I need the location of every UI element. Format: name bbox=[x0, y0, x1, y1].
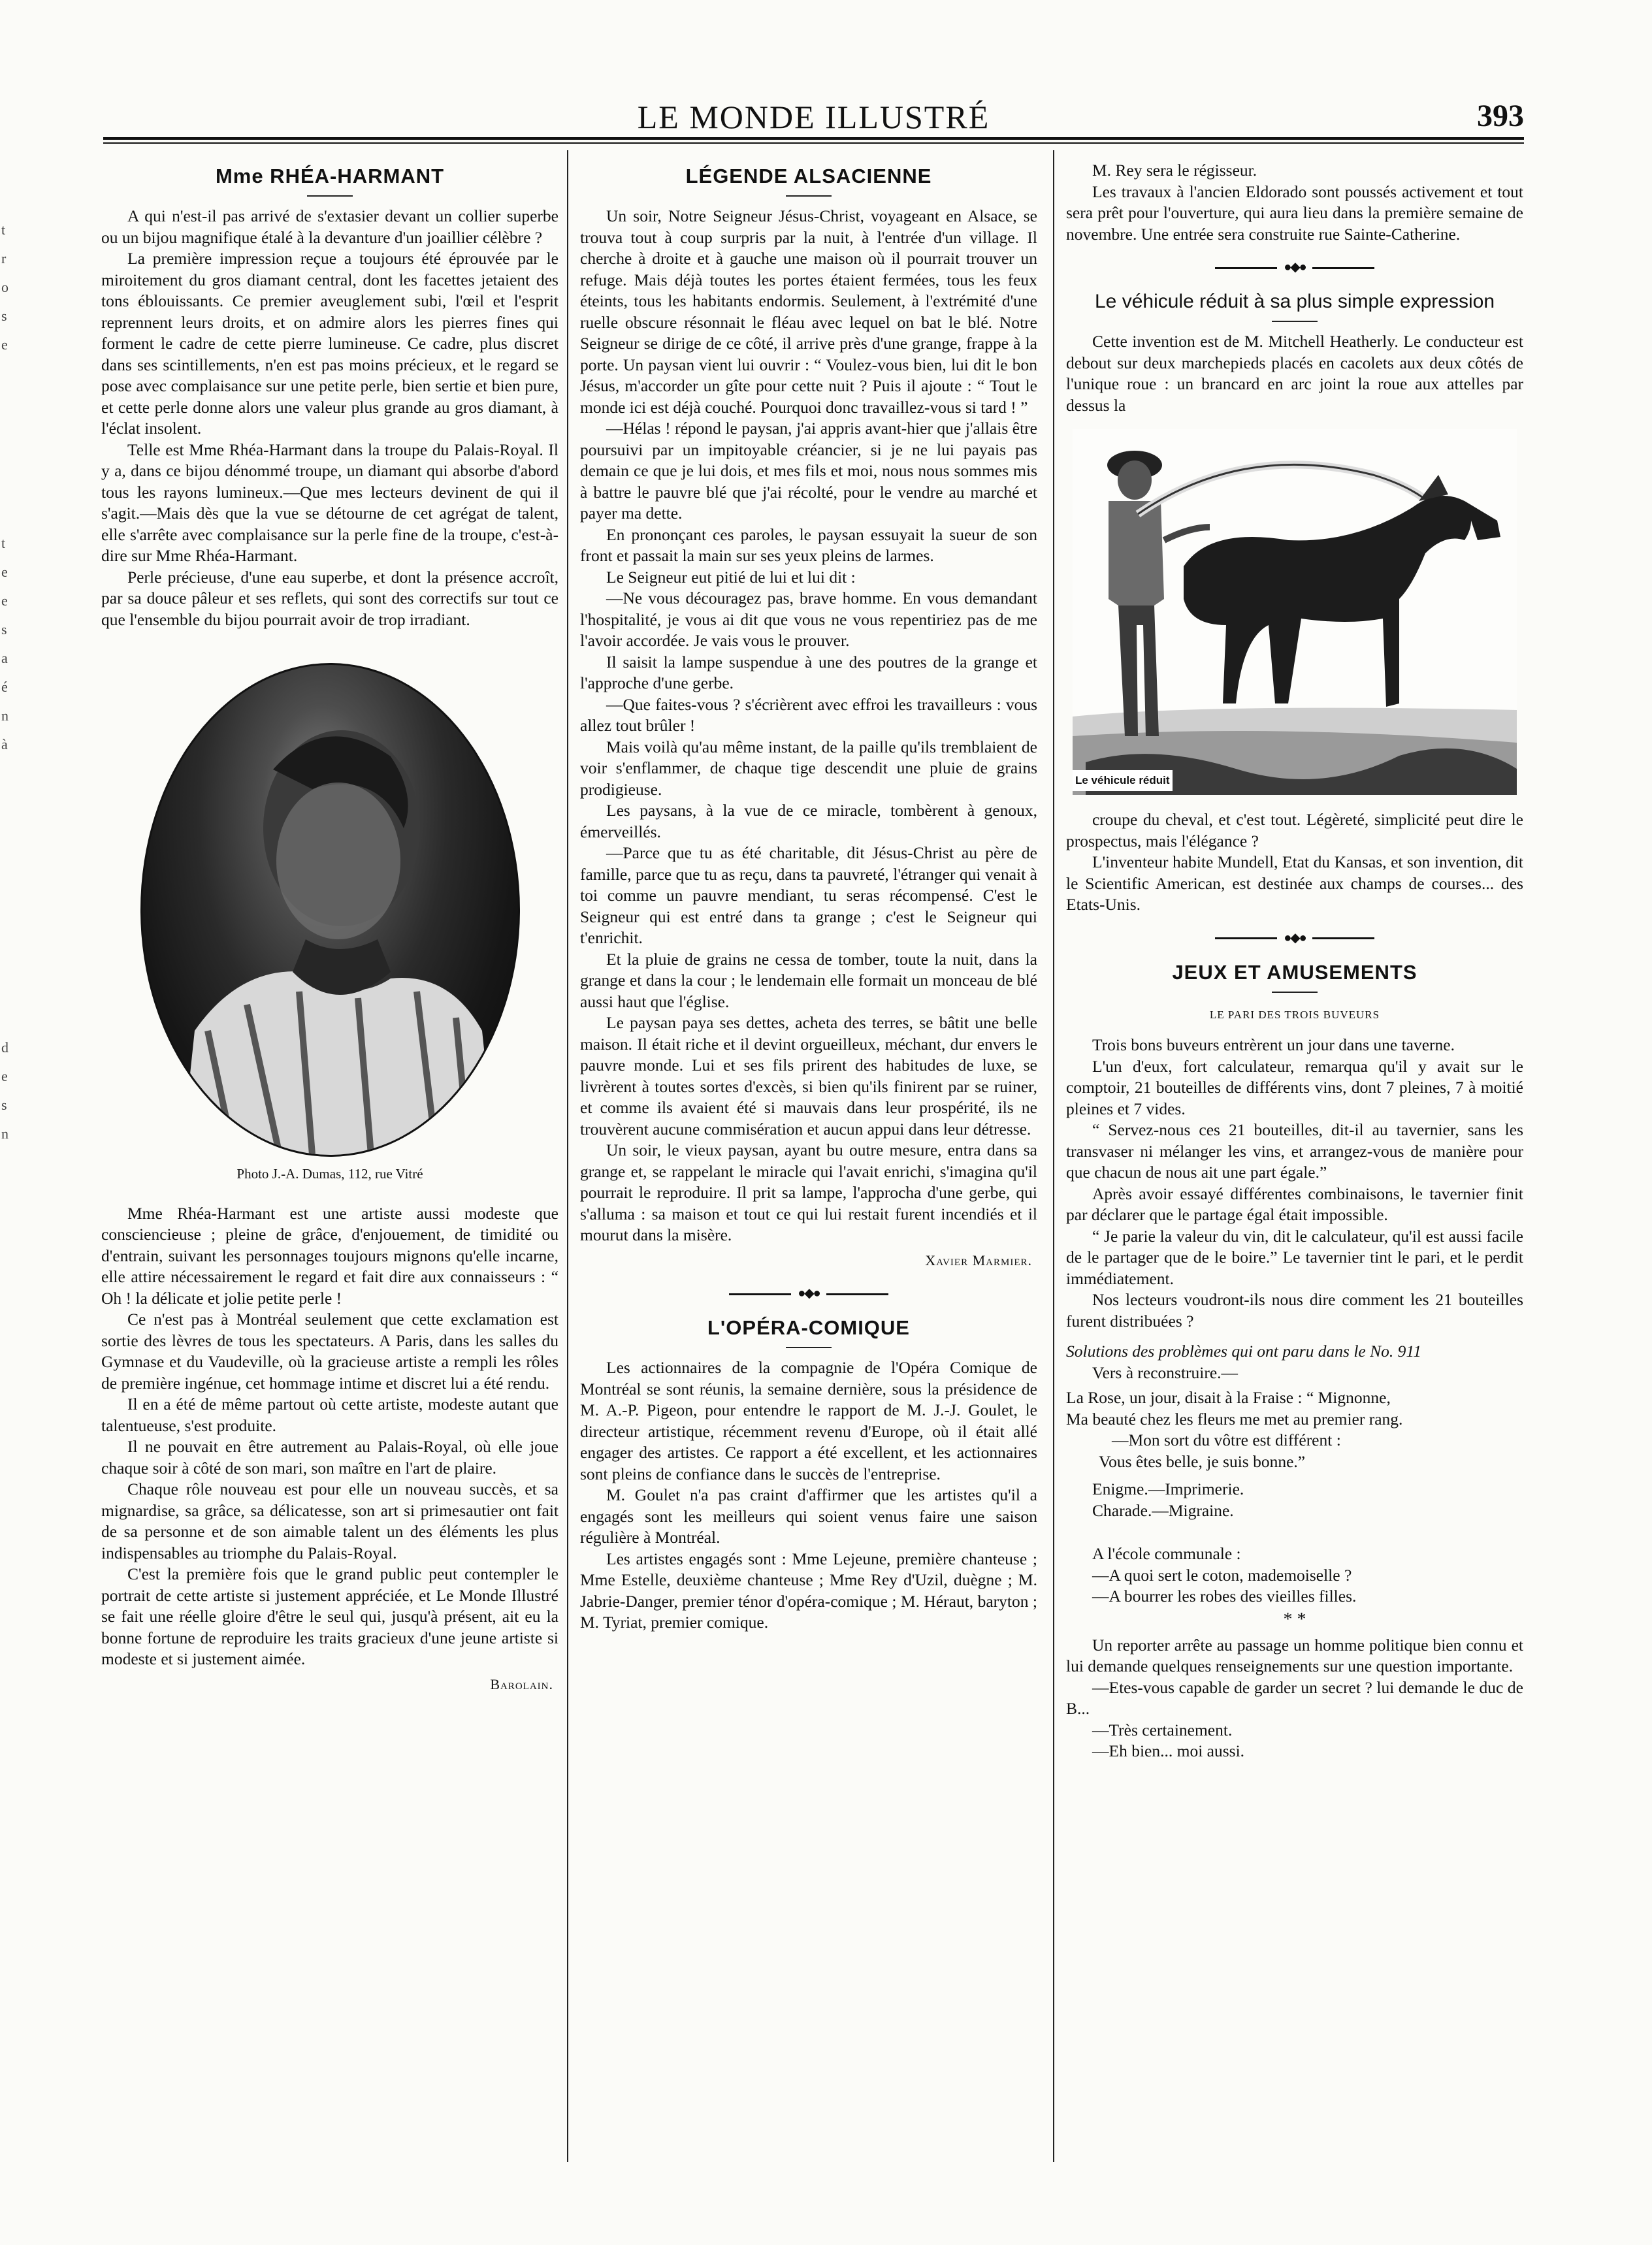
paragraph: Trois bons buveurs entrèrent un jour dans une taverne. bbox=[1092, 1035, 1455, 1054]
page-number: 393 bbox=[1477, 99, 1524, 133]
portrait-photo bbox=[140, 663, 520, 1157]
margin-char: é bbox=[1, 679, 8, 695]
paragraph: Les travaux à l'ancien Eldorado sont poussés activement et tout sera prêt pour l'ouverture, qui aura lieu dans la première semaine de novembre. Une entrée sera construite rue Sainte-Catherine. bbox=[1066, 182, 1523, 244]
horse-vehicle-figure bbox=[1073, 429, 1517, 795]
article-body-opera-comique bbox=[580, 1357, 1037, 1634]
margin-char: d bbox=[1, 1039, 8, 1056]
paragraph: Il ne pouvait en être autrement au Palais-Royal, où elle joue chaque soir à côté de son mari, son maître en l'art de plaire. bbox=[101, 1437, 559, 1478]
margin-char: a bbox=[1, 650, 8, 666]
article-body-opera-comique-cont bbox=[1066, 160, 1523, 245]
paragraph: Mme Rhéa-Harmant est une artiste aussi modeste que consciencieuse ; pleine de grâce, d'enjouement, de timidité ou d'entrain, suivant les personnages toujours mignons qu'elle incarne, elle attire nécessairement le regard et fait dire aux connaisseurs : “ Oh ! la délicate et jolie petite perle ! bbox=[101, 1203, 559, 1308]
paragraph: —A bourrer les robes des vieilles filles. bbox=[1092, 1587, 1357, 1606]
paragraph: Un soir, le vieux paysan, ayant bu outre mesure, entra dans sa grange et, se rappelant le miracle qui l'avait enrichi, s'imagina qu'il pourrait le reproduire. Il prit sa lampe, l'approcha d'une gerbe, qui s'alluma : sa maison et tout ce qui lui restait furent incendiés et il mourut dans la misère. bbox=[580, 1140, 1037, 1244]
paragraph: Mais voilà qu'au même instant, de la paille qu'ils tremblaient de voir s'enflammer, de chaque tige descendit une pluie de grains prodigieuse. bbox=[580, 737, 1037, 799]
puzzle-text bbox=[1066, 1035, 1523, 1332]
stars-separator: * * bbox=[1283, 1609, 1306, 1630]
paragraph: M. Goulet n'a pas craint d'affirmer que les artistes qu'il a engagés sont les meilleurs qui soient venus faire une saison régulière à Montréal. bbox=[580, 1485, 1037, 1547]
article-body-legende bbox=[580, 206, 1037, 1246]
paragraph: Après avoir essayé différentes combinaisons, le tavernier finit par déclarer que le partage égal était impossible. bbox=[1066, 1184, 1523, 1224]
paragraph: Il en a été de même partout où cette artiste, modeste autant que talentueuse, s'est produite. bbox=[101, 1395, 559, 1435]
solution-charade: Charade.—Migraine. bbox=[1092, 1500, 1234, 1520]
paragraph: La Rose, un jour, disait à la Fraise : “ Mignonne, bbox=[1066, 1388, 1391, 1407]
header-rule-thin bbox=[103, 142, 1524, 144]
paragraph: “ Servez-nous ces 21 bouteilles, dit-il au tavernier, sans les transvaser ni mélanger les vins, et arrangez-vous de manière pour que chacun de nous ait une part égale.” bbox=[1066, 1120, 1523, 1182]
margin-char: s bbox=[1, 621, 7, 638]
margin-bleed-text bbox=[1, 216, 14, 1148]
verse-block bbox=[1066, 1387, 1523, 1472]
paragraph: Perle précieuse, d'une eau superbe, et dont la présence accroît, par sa douce pâleur et ses reflets, qui sont des correctifs sur tout ce que l'ensemble du bijou pourrait avoir de trop irradiant. bbox=[101, 567, 559, 629]
article-body-vehicule bbox=[1066, 331, 1523, 416]
paragraph: “ Je parie la valeur du vin, dit le calculateur, qu'il est aussi facile de le partager que de le boire.” Le tavernier tint le pari, et le perdit immédiatement. bbox=[1066, 1226, 1523, 1288]
paragraph: Il saisit la lampe suspendue à une des poutres de la grange et l'approche d'une gerbe. bbox=[580, 652, 1037, 692]
signature-barolain: Barolain. bbox=[490, 1675, 553, 1692]
article-title-rhea-harmant: Mme RHÉA-HARMANT bbox=[101, 164, 559, 197]
margin-char: s bbox=[1, 308, 7, 324]
ornament-divider: ●◆● bbox=[1066, 261, 1523, 274]
portrait-figure bbox=[142, 665, 518, 1155]
paragraph: Telle est Mme Rhéa-Harmant dans la troupe du Palais-Royal. Il y a, dans ce bijou dénommé troupe, un diamant qui absorbe d'abord tous les rayons lumineux.—Que mes lecteurs devinent de qui il s'agit.—Mais dès que la vue se détourne de cet agrégat de talent, elle s'arrête avec complaisance sur la perle fine de la troupe, c'est-à-dire sur Mme Rhéa-Harmant. bbox=[101, 440, 559, 565]
paragraph: —Ne vous découragez pas, brave homme. En vous demandant l'hospitalité, je vous ai dit que vous ne vous repentiriez pas de me l'avoir accordée. Je vais vous le prouver. bbox=[580, 589, 1037, 650]
article-title-legende: LÉGENDE ALSACIENNE bbox=[580, 164, 1037, 197]
header-rule bbox=[103, 137, 1524, 140]
paragraph: Ma beauté chez les fleurs me met au premier rang. bbox=[1066, 1409, 1403, 1429]
margin-char: n bbox=[1, 1125, 8, 1142]
paragraph: L'un d'eux, fort calculateur, remarqua qu'il y avait sur le comptoir, 21 bouteilles de différents vins, dont 7 pleines, 7 à moitié pleines et 7 vides. bbox=[1066, 1056, 1523, 1118]
paragraph: A qui n'est-il pas arrivé de s'extasier devant un collier superbe ou un bijou magnifique étalé à la devanture d'un joaillier célèbre ? bbox=[101, 206, 559, 247]
paragraph: A l'école communale : bbox=[1092, 1544, 1241, 1563]
column-1 bbox=[101, 160, 559, 1695]
column-3 bbox=[1066, 160, 1523, 1762]
paragraph: C'est la première fois que le grand public peut contempler le portrait de cette artiste si justement appréciée, et Le Monde Illustré se fait une réelle gloire d'être le seul qui, jusqu'à présent, ait eu la bonne fortune de reproduire les traits gracieux d'une jeune artiste si modeste et si justement aimée. bbox=[101, 1564, 559, 1668]
article-body-rhea-harmant-2 bbox=[101, 1203, 559, 1670]
signature-marmier: Xavier Marmier. bbox=[925, 1252, 1032, 1268]
paragraph: —Eh bien... moi aussi. bbox=[1092, 1741, 1245, 1760]
paragraph: Les paysans, à la vue de ce miracle, tombèrent à genoux, émerveillés. bbox=[580, 801, 1037, 841]
solution-enigme: Enigme.—Imprimerie. bbox=[1092, 1479, 1244, 1498]
solution-vers: Vers à reconstruire.— bbox=[1092, 1363, 1239, 1382]
paragraph: Un soir, Notre Seigneur Jésus-Christ, voyageant en Alsace, se trouva tout à coup surpris par la nuit, à l'entrée d'un village. Il cherche à droite et à gauche une maison où il pourrait trouver un refuge. Mais déjà toutes les portes étaient fermées, tous les feux éteints, tous les habitants endormis. Seulement, à l'extrémité d'une ruelle obscure résonnait le fléau avec lequel on bat le blé. Notre Seigneur se dirige de ce côté, il arrive près d'une grange, frappe à la porte. Un paysan vient lui ouvrir : “ Voulez-vous bien, lui dit le bon Jésus, m'accorder un gîte pour cette nuit ? Puis il ajoute : “ Tout le monde ici est déjà couché. Pourquoi donc travaillez-vous si tard ! ” bbox=[580, 206, 1037, 417]
paragraph: —Hélas ! répond le paysan, j'ai appris avant-hier que j'allais être poursuivi par un impitoyable créancier, si je ne lui payais pas demain ce que je lui dois, et mes fils et moi, nous nous sommes mis à battre le pauvre blé que j'ai récolté, pour le vendre au marché et payer ma dette. bbox=[580, 419, 1037, 523]
horse-vehicle-illustration bbox=[1073, 429, 1517, 795]
paragraph: —A quoi sert le coton, mademoiselle ? bbox=[1092, 1565, 1352, 1585]
margin-char: e bbox=[1, 1068, 8, 1084]
paragraph: Chaque rôle nouveau est pour elle un nouveau succès, et sa mignardise, sa grâce, sa délicatesse, son art si primesautier ont fait de sa personne et de son aimable talent un des éléments les plus indispensables au triomphe du Palais-Royal. bbox=[101, 1479, 559, 1562]
paragraph: L'inventeur habite Mundell, Etat du Kansas, et son invention, dit le Scientific American, est destinée aux champs de courses... des Etats-Unis. bbox=[1066, 852, 1523, 914]
section-subtitle-pari: LE PARI DES TROIS BUVEURS bbox=[1209, 1008, 1380, 1021]
column-divider-2 bbox=[1053, 150, 1054, 2162]
article-title-vehicule: Le véhicule réduit à sa plus simple expression bbox=[1066, 289, 1523, 322]
photo-caption: Photo J.-A. Dumas, 112, rue Vitré bbox=[236, 1166, 423, 1182]
figure-caption: Le véhicule réduit bbox=[1073, 770, 1173, 792]
paragraph: croupe du cheval, et c'est tout. Légèreté, simplicité peut dire le prospectus, mais l'élégance ? bbox=[1066, 810, 1523, 850]
margin-char: e bbox=[1, 592, 8, 609]
joke-reporter bbox=[1066, 1635, 1523, 1762]
joke-ecole bbox=[1066, 1543, 1523, 1607]
paragraph: Nos lecteurs voudront-ils nous dire comment les 21 bouteilles furent distribuées ? bbox=[1066, 1290, 1523, 1331]
paragraph: Le paysan paya ses dettes, acheta des terres, se bâtit une belle maison. Il était riche et il devint orgueilleux, méchant, dur envers le pauvre monde. Lui et ses fils prirent des habitudes de luxe, se livrèrent à toutes sortes d'excès, si bien qu'ils finirent par se ruiner, et comme ils avaient été si mauvais dans leur prospérité, ils ne trouvèrent aucune commisération et aucun appui dans leur détresse. bbox=[580, 1013, 1037, 1139]
section-title-jeux: JEUX ET AMUSEMENTS bbox=[1066, 960, 1523, 993]
margin-char: o bbox=[1, 279, 8, 295]
margin-char: s bbox=[1, 1097, 7, 1113]
article-body-rhea-harmant bbox=[101, 206, 559, 630]
paragraph: En prononçant ces paroles, le paysan essuyait la sueur de son front et passait la main sur ses yeux pleins de larmes. bbox=[580, 525, 1037, 565]
margin-char: e bbox=[1, 336, 8, 353]
paragraph: Les artistes engagés sont : Mme Lejeune, première chanteuse ; Mme Estelle, deuxième chanteuse ; Mme Rey d'Uzil, duègne ; M. Jabrie-Danger, premier ténor d'opéra-comique ; M. Héraut, baryton ; M. Tyriat, premier comique. bbox=[580, 1549, 1037, 1632]
margin-char: à bbox=[1, 736, 8, 752]
margin-char: e bbox=[1, 564, 8, 580]
column-2 bbox=[580, 160, 1037, 1634]
column-divider-1 bbox=[567, 150, 568, 2162]
paragraph: —Etes-vous capable de garder un secret ? lui demande le duc de B... bbox=[1066, 1677, 1523, 1718]
solutions-title: Solutions des problèmes qui ont paru dans le No. 911 bbox=[1066, 1342, 1421, 1361]
paragraph: La première impression reçue a toujours été éprouvée par le miroitement du gros diamant central, dont les facettes jetaient des tons éblouissants. Ce premier aveuglement subi, l'œil et l'esprit reprennent leurs droits, et on admire alors les pierres fines qui forment le cadre de cette pierre lumineuse. Ce cadre, plus discret dans ses scintillements, n'en est pas moins précieux, et le regard se pose avec complaisance sur une petite perle, bien sertie et bien pure, et cette perle donne alors une valeur plus grande au gros diamant, à l'éclat insolent. bbox=[101, 249, 559, 438]
paragraph: M. Rey sera le régisseur. bbox=[1092, 161, 1257, 180]
paragraph: —Très certainement. bbox=[1092, 1720, 1233, 1739]
paragraph: Vous êtes belle, je suis bonne.” bbox=[1099, 1451, 1306, 1471]
newspaper-title: LE MONDE ILLUSTRÉ bbox=[637, 99, 990, 135]
paragraph: Et la pluie de grains ne cessa de tomber, toute la nuit, dans la grange et dans la cour ; le lendemain elle formait un monceau de blé aussi haut que l'église. bbox=[580, 949, 1037, 1011]
paragraph: —Parce que tu as été charitable, dit Jésus-Christ au père de famille, parce que tu as reçu, dans ta pauvreté, l'étranger qui venait à toi comme un pauvre mendiant, tu seras récompensé. C'est le Seigneur qui est entré dans ta grange ; c'est le Seigneur qui t'enrichit. bbox=[580, 843, 1037, 947]
ornament-divider: ●◆● bbox=[580, 1287, 1037, 1300]
margin-char: t bbox=[1, 535, 6, 551]
paragraph: Un reporter arrête au passage un homme politique bien connu et lui demande quelques renseignements sur une question importante. bbox=[1066, 1635, 1523, 1675]
masthead bbox=[103, 98, 1524, 137]
margin-char: n bbox=[1, 707, 8, 724]
paragraph: Cette invention est de M. Mitchell Heatherly. Le conducteur est debout sur deux marchepieds placés en cacolets aux deux côtés de l'unique roue : un brancard en arc joint la roue aux attelles par dessus la bbox=[1066, 332, 1523, 415]
paragraph: Ce n'est pas à Montréal seulement que cette exclamation est sortie des lèvres de tous les spectateurs. A Paris, dans les salles du Gymnase et du Vaudeville, où la gracieuse artiste a rempli les rôles de première ingénue, cet hommage intime et discret lui a été rendu. bbox=[101, 1310, 559, 1393]
paragraph: Les actionnaires de la compagnie de l'Opéra Comique de Montréal se sont réunis, la semaine dernière, sous la présidence de M. A.-P. Pigeon, pour entendre le rapport de M. J.-J. Goulet, le directeur artistique, récemment revenu d'Europe, où il était allé engager des artistes. Ce rapport a été excellent, et les actionnaires sont pleins de confiance dans le succès de l'entreprise. bbox=[580, 1358, 1037, 1483]
article-title-opera-comique: L'OPÉRA-COMIQUE bbox=[580, 1316, 1037, 1348]
margin-char: r bbox=[1, 250, 7, 266]
paragraph: —Que faites-vous ? s'écrièrent avec effroi les travailleurs : vous allez tout brûler ! bbox=[580, 694, 1037, 735]
paragraph: Le Seigneur eut pitié de lui et lui dit : bbox=[606, 567, 856, 587]
ornament-divider: ●◆● bbox=[1066, 931, 1523, 945]
paragraph: —Mon sort du vôtre est différent : bbox=[1112, 1430, 1341, 1449]
article-body-vehicule-2 bbox=[1066, 809, 1523, 916]
margin-char: t bbox=[1, 221, 6, 238]
